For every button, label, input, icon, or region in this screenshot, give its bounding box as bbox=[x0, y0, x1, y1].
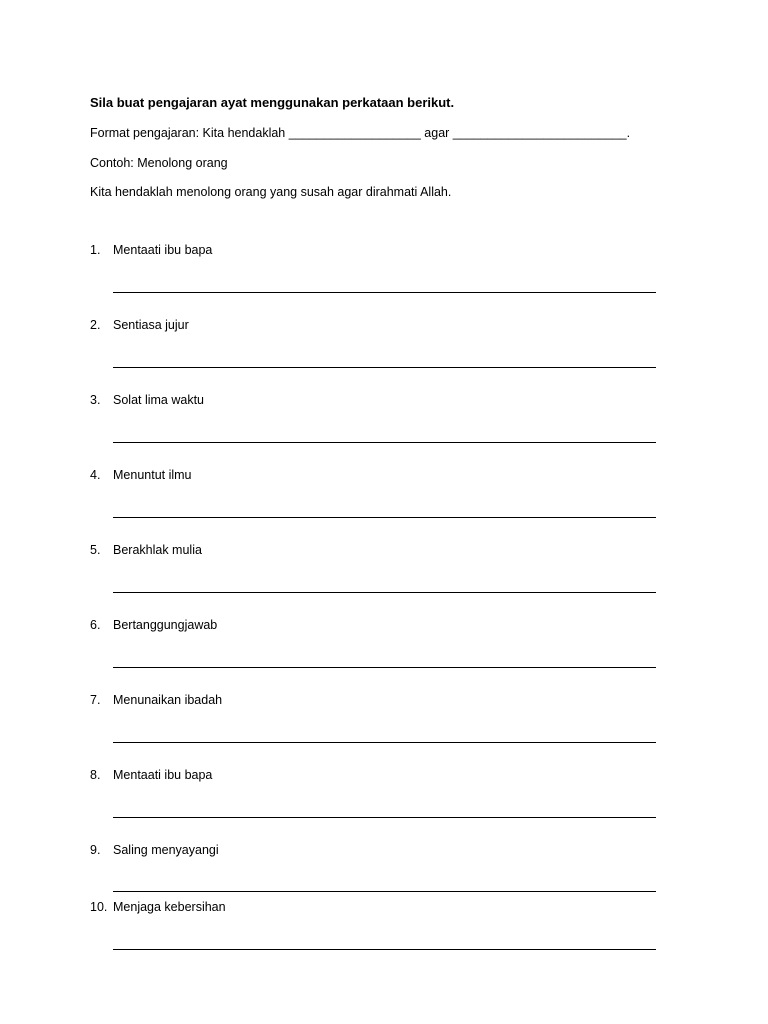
answer-line[interactable] bbox=[113, 742, 656, 743]
item-label: Menjaga kebersihan bbox=[113, 900, 226, 914]
answer-line[interactable] bbox=[113, 949, 656, 950]
answer-line[interactable] bbox=[113, 292, 656, 293]
item-number: 7. bbox=[90, 693, 101, 707]
item-number: 6. bbox=[90, 618, 101, 632]
item-number: 4. bbox=[90, 468, 101, 482]
item-label: Sentiasa jujur bbox=[113, 318, 189, 332]
example-answer: Kita hendaklah menolong orang yang susah agar dirahmati Allah. bbox=[90, 185, 452, 199]
answer-line[interactable] bbox=[113, 891, 656, 892]
worksheet-title: Sila buat pengajaran ayat menggunakan perkataan berikut. bbox=[90, 95, 455, 110]
answer-line[interactable] bbox=[113, 817, 656, 818]
answer-line[interactable] bbox=[113, 517, 656, 518]
item-label: Menunaikan ibadah bbox=[113, 693, 223, 707]
item-label: Saling menyayangi bbox=[113, 843, 219, 857]
format-instruction: Format pengajaran: Kita hendaklah ___________________ agar _________________________. bbox=[90, 126, 631, 140]
item-number: 5. bbox=[90, 543, 101, 557]
item-number: 1. bbox=[90, 243, 101, 257]
example-label: Contoh: Menolong orang bbox=[90, 156, 228, 170]
answer-line[interactable] bbox=[113, 367, 656, 368]
item-label: Menuntut ilmu bbox=[113, 468, 192, 482]
answer-line[interactable] bbox=[113, 442, 656, 443]
answer-line[interactable] bbox=[113, 592, 656, 593]
item-number: 9. bbox=[90, 843, 101, 857]
item-number: 10. bbox=[90, 900, 108, 914]
item-number: 3. bbox=[90, 393, 101, 407]
item-label: Mentaati ibu bapa bbox=[113, 768, 213, 782]
item-label: Berakhlak mulia bbox=[113, 543, 202, 557]
item-label: Bertanggungjawab bbox=[113, 618, 218, 632]
item-label: Solat lima waktu bbox=[113, 393, 205, 407]
item-number: 2. bbox=[90, 318, 101, 332]
item-number: 8. bbox=[90, 768, 101, 782]
item-label: Mentaati ibu bapa bbox=[113, 243, 213, 257]
answer-line[interactable] bbox=[113, 667, 656, 668]
